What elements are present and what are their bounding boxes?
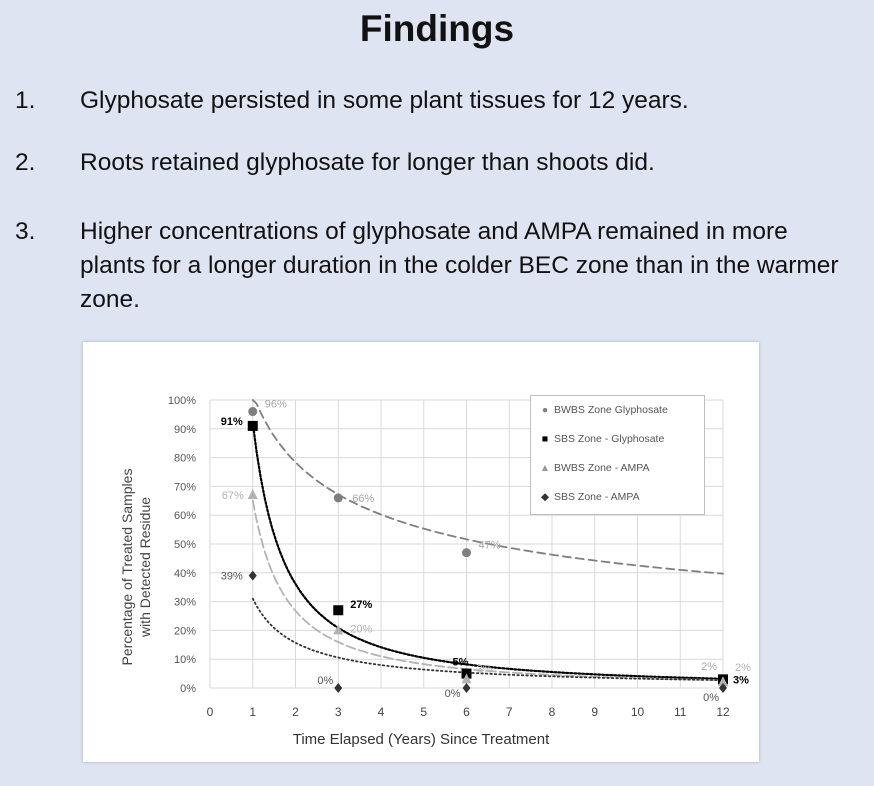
data-label: 0% [703, 692, 719, 704]
x-tick-label: 8 [548, 705, 556, 719]
x-tick-label: 1 [249, 705, 257, 719]
y-tick-label: 40% [173, 567, 196, 580]
data-label: 91% [220, 415, 243, 428]
legend-item [539, 462, 650, 474]
x-tick-label: 0 [206, 705, 214, 719]
finding-number: 2. [15, 149, 36, 176]
y-tick-label: 10% [173, 654, 196, 667]
data-label: 3% [733, 674, 749, 687]
x-tick-label: 7 [505, 705, 513, 719]
data-point [248, 421, 258, 431]
y-tick-label: 20% [173, 625, 196, 638]
data-label: 0% [444, 688, 461, 700]
chart-legend [530, 395, 705, 515]
y-tick-label: 30% [173, 596, 196, 609]
legend-item [539, 404, 668, 416]
x-tick-label: 4 [377, 705, 385, 719]
x-tick-label: 11 [674, 705, 687, 719]
x-tick-label: 9 [591, 705, 599, 719]
y-tick-label: 60% [173, 510, 196, 523]
legend-label: SBS Zone - AMPA [554, 491, 640, 503]
data-label: 27% [350, 599, 373, 612]
data-point [334, 493, 343, 502]
x-tick-label: 6 [463, 705, 470, 719]
y-tick-label: 100% [167, 395, 196, 407]
square-marker-icon: ■ [541, 433, 549, 445]
legend-label: BWBS Zone Glyphosate [554, 404, 668, 416]
triangle-marker-icon: ▲ [539, 462, 551, 474]
data-point [463, 683, 471, 693]
data-label: 2% [701, 661, 717, 674]
finding-text: Roots retained glyphosate for longer than shoots did. [80, 149, 655, 176]
y-tick-label: 0% [180, 683, 196, 695]
data-point [248, 489, 258, 499]
y-tick-label: 50% [173, 539, 196, 551]
data-point [333, 605, 343, 615]
data-label: 66% [352, 492, 375, 505]
legend-label: BWBS Zone - AMPA [554, 462, 650, 474]
y-axis-label: Percentage of Treated Samples with Detected Residue [119, 468, 153, 666]
x-tick-label: 12 [716, 705, 730, 719]
y-tick-label: 90% [173, 423, 196, 436]
data-label: 67% [221, 490, 244, 503]
data-point [462, 548, 471, 557]
x-tick-label: 3 [334, 705, 342, 719]
legend-item [539, 433, 664, 445]
data-point [248, 407, 257, 416]
data-label: 3% [476, 663, 493, 676]
data-label: 20% [350, 623, 373, 636]
y-tick-label: 80% [173, 452, 196, 465]
data-label: 39% [220, 570, 243, 583]
finding-text: Higher concentrations of glyphosate and AMPA remained in more plants for a longer duration in the colder BEC zone than in the warmer zone. [80, 218, 839, 313]
data-point [334, 683, 342, 693]
finding-text: Glyphosate persisted in some plant tissues for 12 years. [80, 87, 689, 114]
data-label: 96% [264, 398, 287, 411]
x-tick-label: 10 [630, 705, 645, 719]
slide-title: Findings [359, 8, 515, 49]
data-label: 0% [317, 675, 334, 687]
data-point [249, 571, 257, 581]
data-label: 47% [478, 539, 501, 552]
finding-number: 3. [15, 218, 36, 245]
legend-label: SBS Zone - Glyphosate [554, 433, 665, 445]
x-axis-label: Time Elapsed (Years) Since Treatment [292, 731, 550, 748]
y-tick-label: 70% [173, 481, 196, 494]
data-label: 2% [735, 662, 751, 675]
finding-number: 1. [15, 87, 36, 114]
x-tick-label: 5 [420, 705, 428, 719]
legend-item [539, 491, 640, 503]
circle-marker-icon: ● [541, 404, 549, 416]
diamond-marker-icon: ◆ [540, 491, 550, 503]
x-tick-label: 2 [292, 705, 299, 719]
data-label: 5% [452, 656, 469, 669]
residue-chart [83, 342, 759, 762]
